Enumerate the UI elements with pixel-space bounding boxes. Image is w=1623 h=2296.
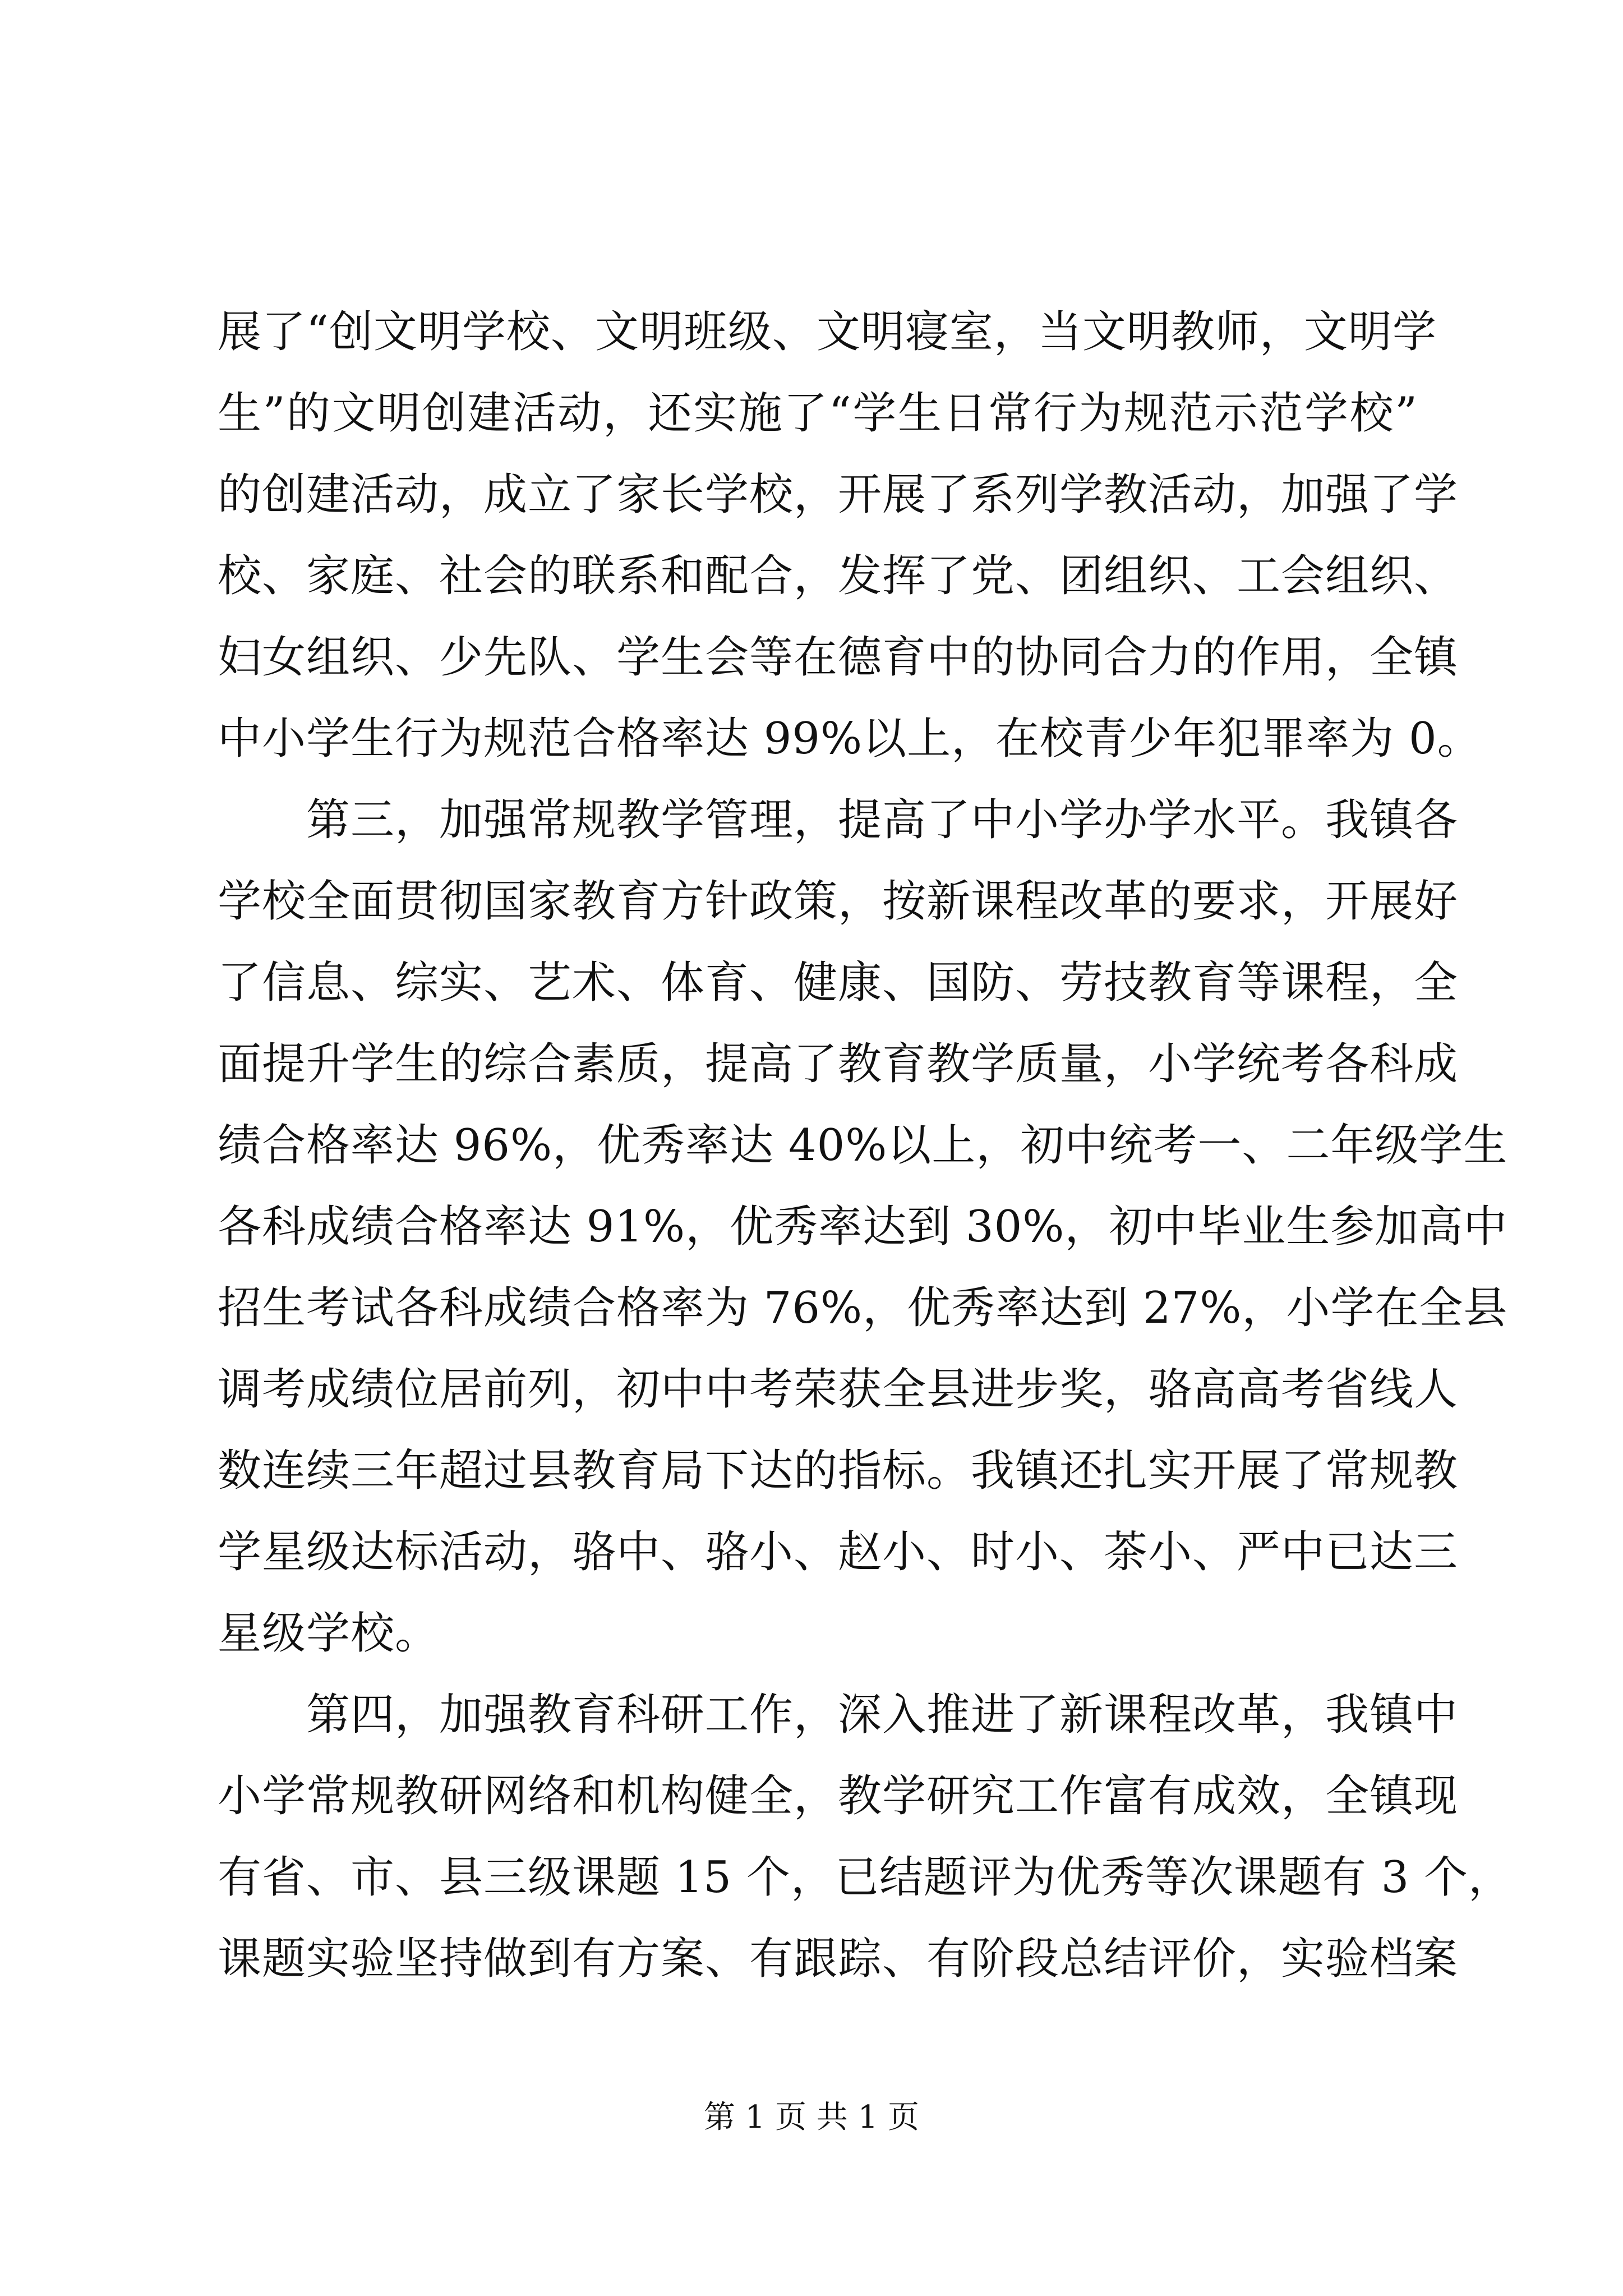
- text-line: 课题实验坚持做到有方案、有跟踪、有阶段总结评价，实验档案: [218, 1934, 1459, 1984]
- document-body: [218, 292, 1513, 2000]
- text-line: 各科成绩合格率达 91%，优秀率达到 30%，初中毕业生参加高中: [218, 1202, 1508, 1252]
- text-line: 绩合格率达 96%，优秀率达 40%以上，初中统考一、二年级学生: [218, 1120, 1508, 1171]
- paragraph-start-line: 第四，加强教育科研工作，深入推进了新课程改革，我镇中: [306, 1690, 1459, 1740]
- text-line: 星级学校。: [218, 1608, 440, 1659]
- text-line: 数连续三年超过县教育局下达的指标。我镇还扎实开展了常规教: [218, 1446, 1459, 1496]
- text-line: 展了“创文明学校、文明班级、文明寝室，当文明教师，文明学: [218, 307, 1437, 357]
- text-line: 面提升学生的综合素质，提高了教育教学质量，小学统考各科成: [218, 1039, 1459, 1089]
- text-line: 有省、市、县三级课题 15 个，已结题评为优秀等次课题有 3 个，: [218, 1852, 1513, 1903]
- text-line: 招生考试各科成绩合格率为 76%，优秀率达到 27%，小学在全县: [218, 1283, 1508, 1333]
- text-line: 校、家庭、社会的联系和配合，发挥了党、团组织、工会组织、: [218, 551, 1459, 601]
- page-footer: [0, 2095, 1623, 2140]
- text-line: 学校全面贯彻国家教育方针政策，按新课程改革的要求，开展好: [218, 876, 1459, 927]
- paragraph-start-line: 第三，加强常规教学管理，提高了中小学办学水平。我镇各: [306, 795, 1459, 845]
- page-number-label: 第 1 页 共 1 页: [703, 2099, 920, 2136]
- text-line: 妇女组织、少先队、学生会等在德育中的协同合力的作用，全镇: [218, 632, 1459, 683]
- text-line: 生”的文明创建活动，还实施了“学生日常行为规范示范学校”: [218, 388, 1418, 439]
- text-line: 中小学生行为规范合格率达 99%以上，在校青少年犯罪率为 0。: [218, 714, 1482, 764]
- text-line: 的创建活动，成立了家长学校，开展了系列学教活动，加强了学: [218, 470, 1459, 520]
- text-line: 了信息、综实、艺术、体育、健康、国防、劳技教育等课程，全: [218, 958, 1459, 1008]
- text-line: 调考成绩位居前列，初中中考荣获全县进步奖，骆高高考省线人: [218, 1364, 1459, 1415]
- text-line: 学星级达标活动，骆中、骆小、赵小、时小、茶小、严中已达三: [218, 1527, 1459, 1577]
- text-line: 小学常规教研网络和机构健全，教学研究工作富有成效，全镇现: [218, 1771, 1459, 1821]
